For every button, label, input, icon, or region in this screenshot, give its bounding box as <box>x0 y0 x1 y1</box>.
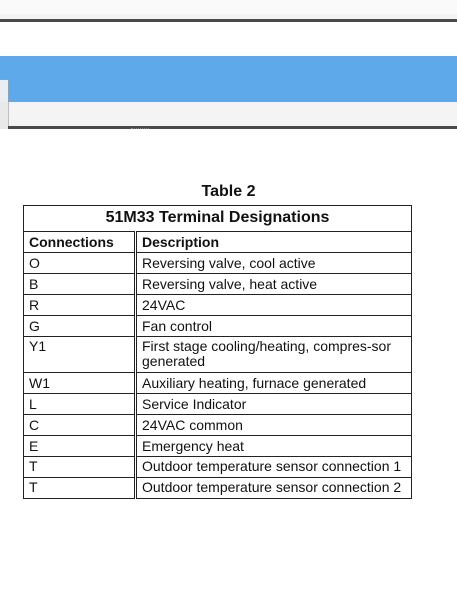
table-row <box>24 478 412 499</box>
table-caption-row <box>24 206 412 232</box>
terminal-cell: Y1 <box>24 337 136 373</box>
splitter-handle[interactable] <box>131 128 149 132</box>
description-cell: Fan control <box>136 316 412 337</box>
terminal-cell: B <box>24 274 136 295</box>
description-cell: 24VAC common <box>136 415 412 436</box>
terminal-cell: L <box>24 394 136 415</box>
terminal-cell: G <box>24 316 136 337</box>
description-cell: Service Indicator <box>136 394 412 415</box>
table-row <box>24 253 412 274</box>
table-header-row <box>24 232 412 253</box>
description-cell: Outdoor temperature sensor connection 1 <box>136 457 412 478</box>
terminal-cell: W1 <box>24 373 136 394</box>
window-top-bar <box>0 0 457 22</box>
table-row <box>24 337 412 373</box>
terminal-designations-table <box>23 205 412 499</box>
table-row <box>24 436 412 457</box>
table-row <box>24 457 412 478</box>
table-title: 51M33 Terminal Designations <box>24 206 412 232</box>
terminal-cell: R <box>24 295 136 316</box>
description-cell: Reversing valve, cool active <box>136 253 412 274</box>
table-row <box>24 373 412 394</box>
table-row <box>24 316 412 337</box>
description-cell: Emergency heat <box>136 436 412 457</box>
description-cell: Reversing valve, heat active <box>136 274 412 295</box>
toolbar <box>0 56 457 102</box>
terminal-cell: O <box>24 253 136 274</box>
description-cell: First stage cooling/heating, compres-sor generated <box>136 337 412 373</box>
header-description: Description <box>136 232 412 253</box>
terminal-cell: T <box>24 478 136 499</box>
toolbar-tab-stub[interactable] <box>0 79 9 103</box>
table-row <box>24 295 412 316</box>
window-panel-strip <box>0 102 457 127</box>
description-cell: Auxiliary heating, furnace generated <box>136 373 412 394</box>
table-row <box>24 415 412 436</box>
panel-divider <box>8 126 457 129</box>
description-cell: Outdoor temperature sensor connection 2 <box>136 478 412 499</box>
description-cell: 24VAC <box>136 295 412 316</box>
terminal-cell: T <box>24 457 136 478</box>
header-connections: Connections <box>24 232 136 253</box>
table-row <box>24 274 412 295</box>
terminal-cell: C <box>24 415 136 436</box>
table-label: Table 2 <box>201 183 256 200</box>
table-row <box>24 394 412 415</box>
panel-left-edge <box>0 102 9 129</box>
window-top-strip <box>0 0 457 14</box>
terminal-cell: E <box>24 436 136 457</box>
